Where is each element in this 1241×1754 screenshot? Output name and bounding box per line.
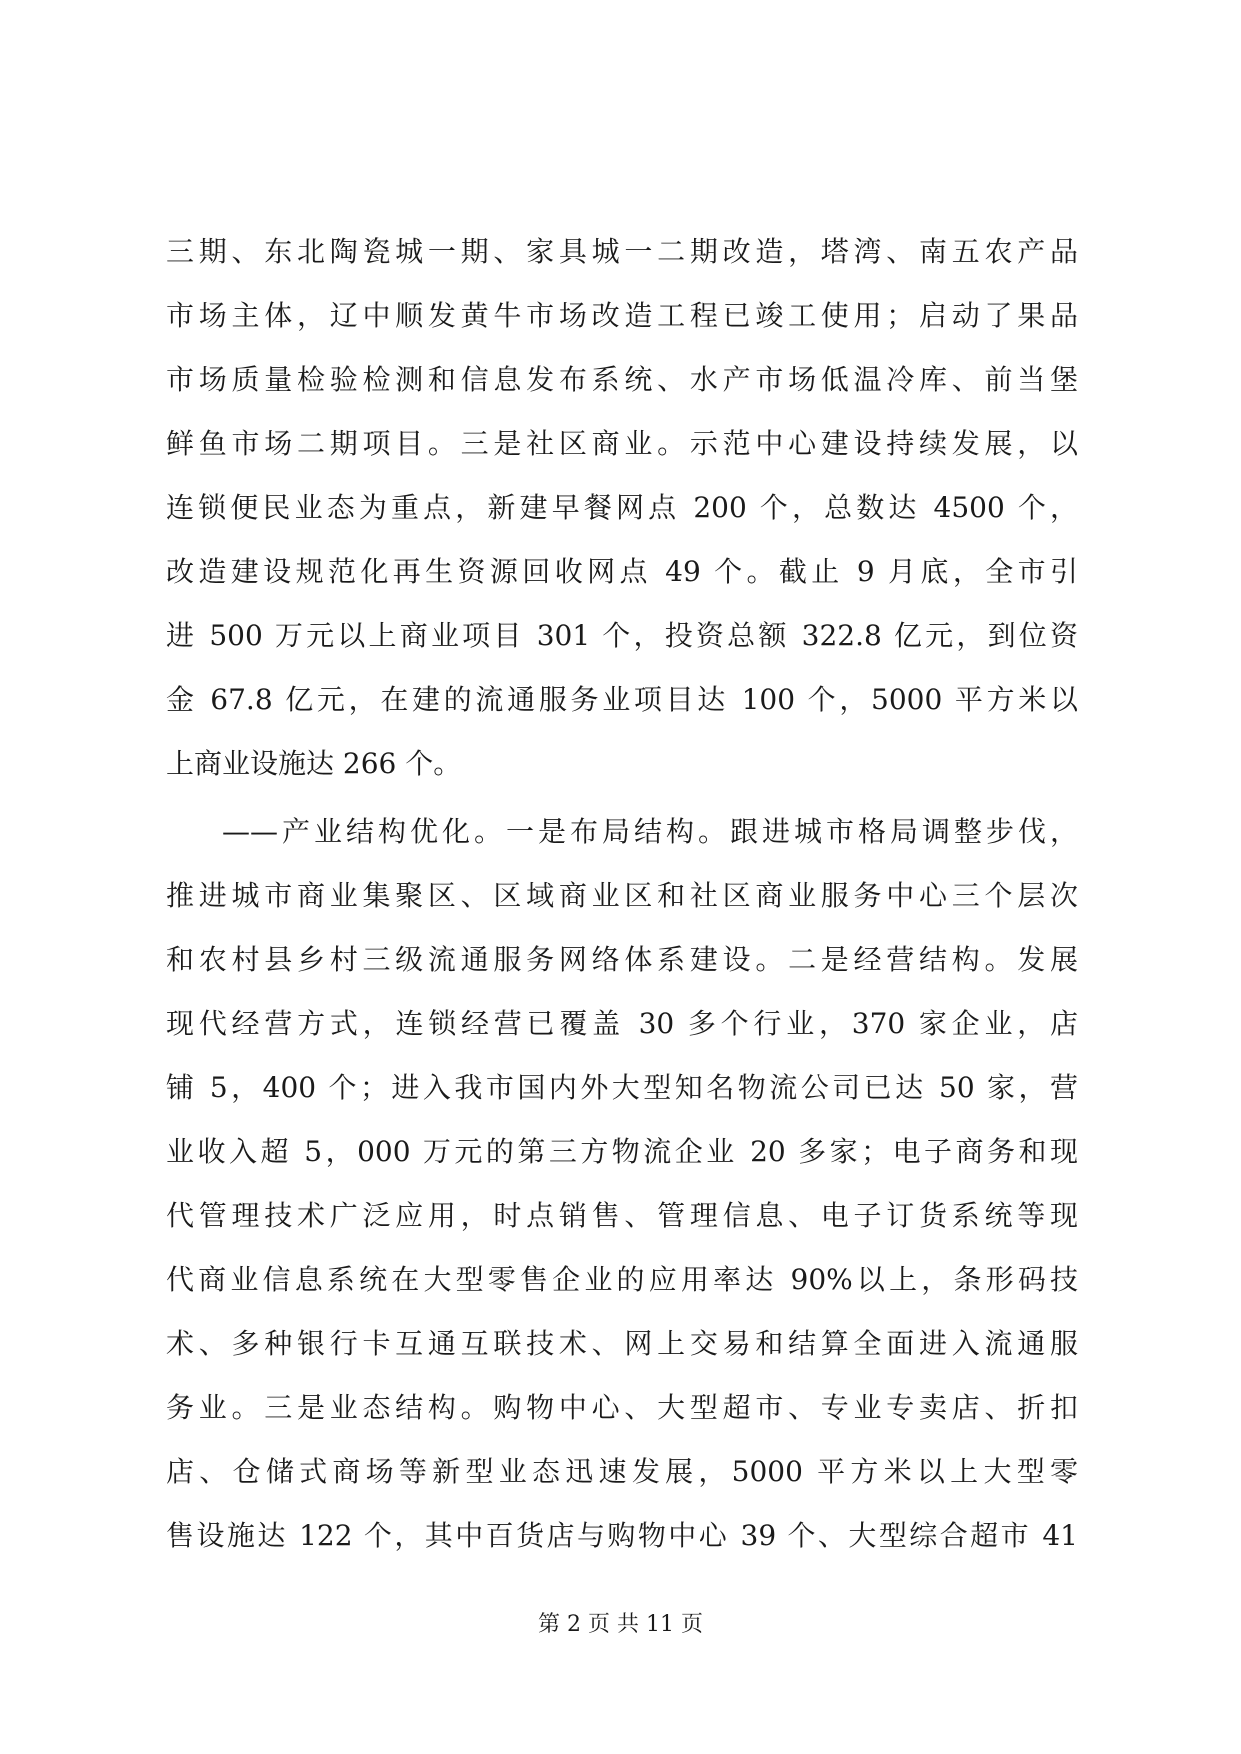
- text-line: 鲜鱼市场二期项目。三是社区商业。示范中心建设持续发展，以: [166, 427, 1078, 460]
- text-line: 业收入超 5，000 万元的第三方物流企业 20 多家；电子商务和现: [166, 1135, 1078, 1168]
- text-line: 店、仓储式商场等新型业态迅速发展，5000 平方米以上大型零: [166, 1455, 1078, 1488]
- page-number-footer: 第 2 页 共 11 页: [538, 1612, 703, 1637]
- text-line: 改造建设规范化再生资源回收网点 49 个。截止 9 月底，全市引: [166, 555, 1078, 588]
- text-line: 进 500 万元以上商业项目 301 个，投资总额 322.8 亿元，到位资: [166, 619, 1078, 652]
- text-line: 代管理技术广泛应用，时点销售、管理信息、电子订货系统等现: [166, 1199, 1078, 1232]
- text-line: 金 67.8 亿元，在建的流通服务业项目达 100 个，5000 平方米以: [166, 683, 1078, 716]
- text-line: ——产业结构优化。一是布局结构。跟进城市格局调整步伐，: [222, 815, 1078, 848]
- text-line: 连锁便民业态为重点，新建早餐网点 200 个，总数达 4500 个，: [166, 491, 1078, 524]
- text-line: 和农村县乡村三级流通服务网络体系建设。二是经营结构。发展: [166, 943, 1078, 976]
- text-line: 术、多种银行卡互通互联技术、网上交易和结算全面进入流通服: [166, 1327, 1078, 1360]
- text-line: 上商业设施达 266 个。: [166, 747, 462, 780]
- text-line: 市场主体，辽中顺发黄牛市场改造工程已竣工使用；启动了果品: [166, 299, 1078, 332]
- text-line: 市场质量检验检测和信息发布系统、水产市场低温冷库、前当堡: [166, 363, 1078, 396]
- text-line: 务业。三是业态结构。购物中心、大型超市、专业专卖店、折扣: [166, 1391, 1078, 1424]
- text-line: 售设施达 122 个，其中百货店与购物中心 39 个、大型综合超市 41: [166, 1519, 1078, 1552]
- text-line: 推进城市商业集聚区、区域商业区和社区商业服务中心三个层次: [166, 879, 1078, 912]
- text-line: 现代经营方式，连锁经营已覆盖 30 多个行业，370 家企业，店: [166, 1007, 1078, 1040]
- text-line: 铺 5，400 个；进入我市国内外大型知名物流公司已达 50 家，营: [166, 1071, 1078, 1104]
- text-line: 三期、东北陶瓷城一期、家具城一二期改造，塔湾、南五农产品: [166, 235, 1078, 268]
- text-line: 代商业信息系统在大型零售企业的应用率达 90%以上，条形码技: [166, 1263, 1078, 1296]
